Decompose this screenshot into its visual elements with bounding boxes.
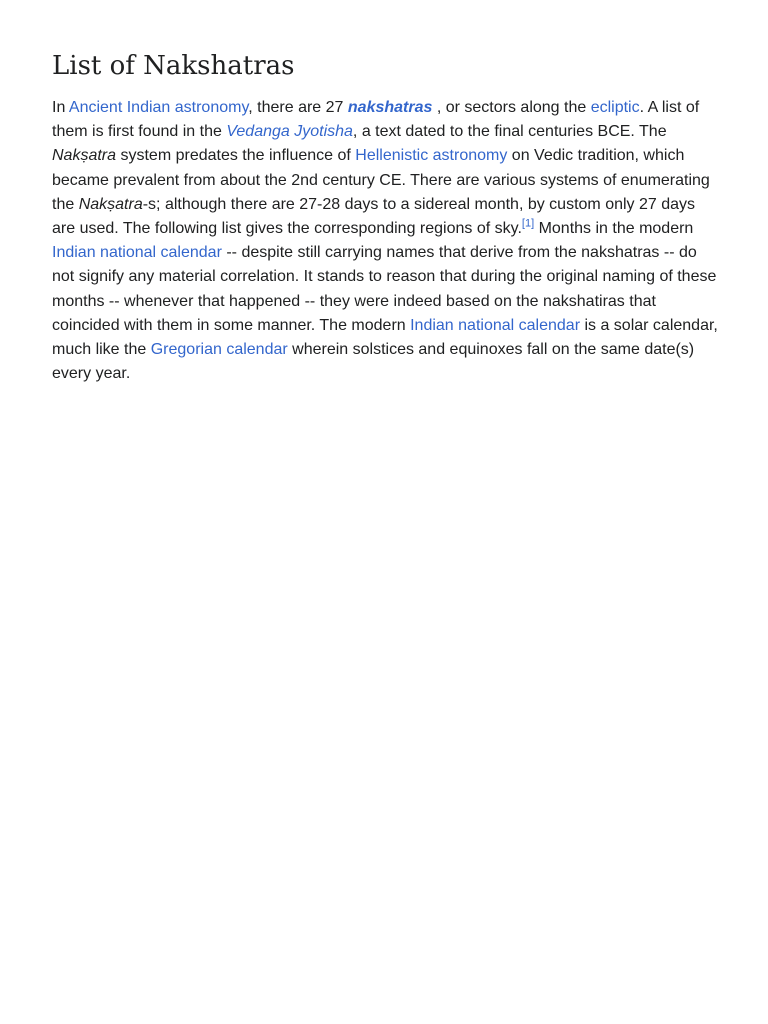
link-hellenistic-astronomy[interactable]: Hellenistic astronomy [355, 147, 508, 165]
text-segment: , a text dated to the final centuries BCE. The [352, 123, 667, 141]
text-segment: In [52, 99, 69, 116]
link-indian-national-calendar[interactable]: Indian national calendar [52, 244, 222, 262]
term-naksatra: Nakṣatra [52, 147, 117, 165]
link-ancient-indian-astronomy[interactable]: Ancient Indian astronomy [68, 99, 249, 116]
text-segment: Months in the modern [534, 220, 694, 238]
text-segment: -s; although there are 27-28 days to a sidereal month, by custom only 27 days are used. The following list gives the corresponding regions of sky. [52, 195, 696, 238]
text-segment: , or sectors along the [432, 99, 591, 116]
text-segment: . A list of them is first found in the [52, 99, 700, 141]
link-nakshatras[interactable]: nakshatras [347, 99, 433, 116]
article-content [52, 48, 720, 386]
intro-paragraph [52, 96, 720, 386]
text-segment: , there are 27 [248, 99, 348, 116]
text-segment: is a solar calendar, much like the [52, 316, 718, 359]
reference-superscript [522, 218, 534, 230]
page-title: List of Nakshatras [52, 51, 295, 81]
reference-link-1[interactable]: [1] [521, 217, 535, 230]
link-indian-national-calendar[interactable]: Indian national calendar [410, 316, 581, 334]
text-segment: on Vedic tradition, which became prevalent from about the 2nd century CE. There are various systems of enumerating the [52, 147, 710, 213]
text-segment: wherein solstices and equinoxes fall on the same date(s) every year. [52, 341, 695, 383]
text-segment: system predates the influence of [116, 147, 356, 165]
term-naksatra: Nakṣatra [78, 195, 143, 213]
link-vedanga-jyotisha[interactable]: Vedanga Jyotisha [226, 123, 353, 141]
link-ecliptic[interactable]: ecliptic [590, 99, 640, 116]
link-gregorian-calendar[interactable]: Gregorian calendar [150, 341, 288, 359]
text-segment: -- despite still carrying names that derive from the nakshatras -- do not signify any material correlation. It stands to reason that during the original naming of these months -- whenever that happened -- they were indeed based on the nakshatiras that coincided with them in some manner. The modern [52, 244, 717, 334]
